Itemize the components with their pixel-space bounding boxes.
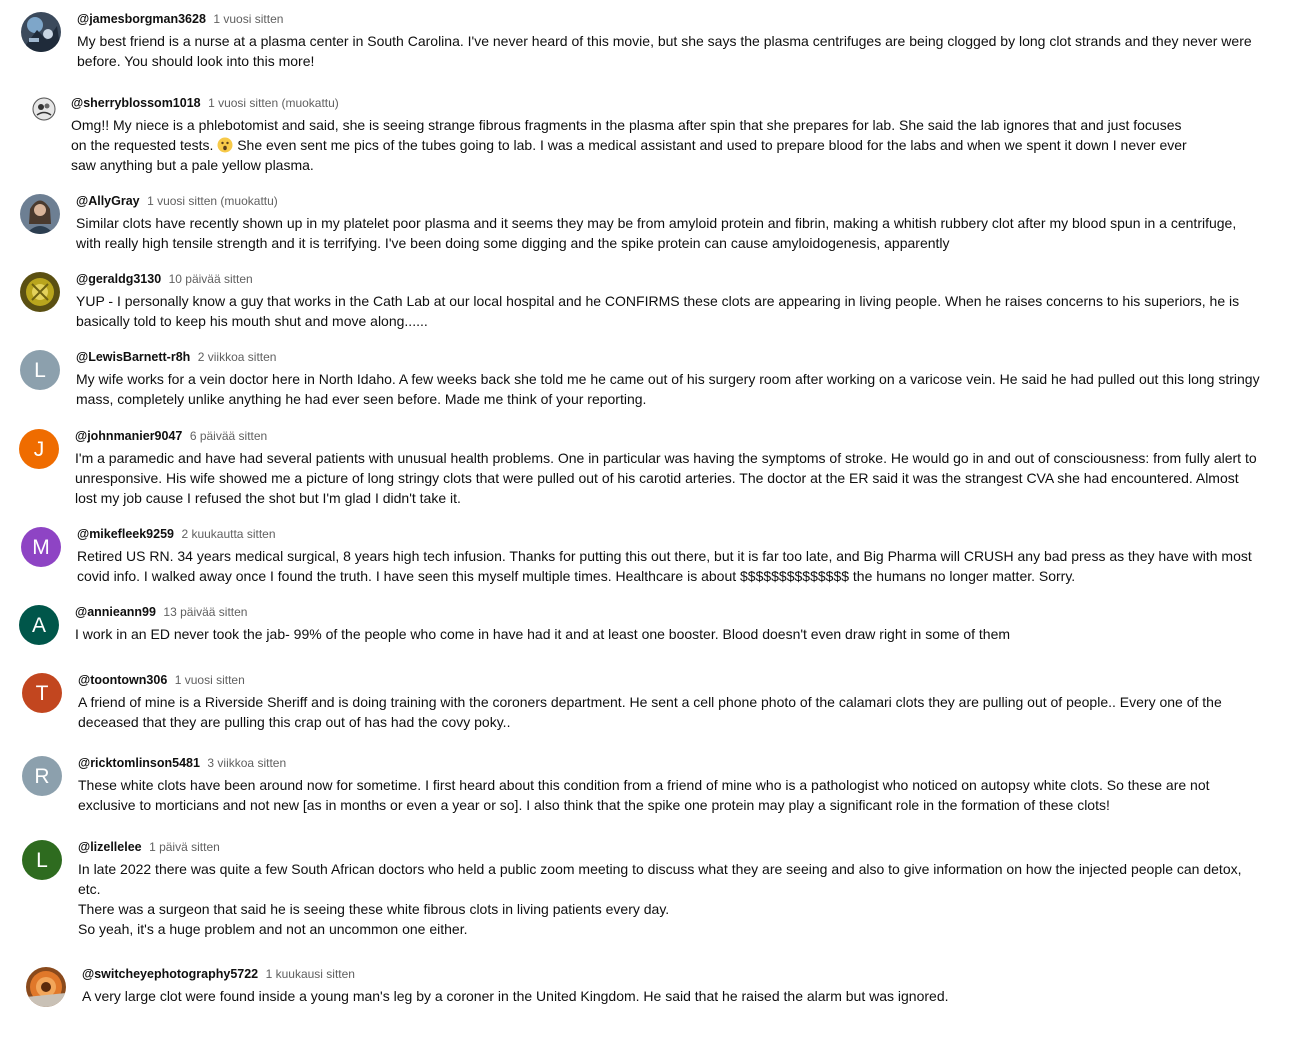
author-handle[interactable]: @toontown306 <box>78 673 168 687</box>
avatar[interactable] <box>22 673 62 713</box>
author-handle[interactable]: @annieann99 <box>75 605 156 619</box>
comment-paragraph: These white clots have been around now for sometime. I first heard about this condition from a friend of mine who is a pathologist who noticed on autopsy white clots. So these are not exclusive to morticians and not new [as in months or even a year or so]. I also think that the spike one protein may play a significant role in the formation of these clots! <box>78 777 1210 813</box>
comment-paragraph: YUP - I personally know a guy that works in the Cath Lab at our local hospital and he CONFIRMS these clots are appearing in living people. When he raises concerns to his superiors, he is basically told to keep his mouth shut and move along...... <box>76 293 1240 329</box>
author-handle[interactable]: @jamesborgman3628 <box>77 12 206 26</box>
avatar-letter: R <box>34 764 50 788</box>
comment-meta <box>76 192 1260 210</box>
profile-photo-icon <box>26 967 66 1007</box>
author-handle[interactable]: @AllyGray <box>76 194 140 208</box>
avatar[interactable] <box>20 194 60 234</box>
avatar[interactable] <box>32 97 56 121</box>
comment-timestamp[interactable]: 3 viikkoa sitten <box>207 756 287 770</box>
comment-paragraph <box>71 115 1200 175</box>
comment-timestamp[interactable]: 2 kuukautta sitten <box>181 527 276 541</box>
comment-timestamp[interactable]: 10 päivää sitten <box>168 272 253 286</box>
comment-text <box>76 291 1260 331</box>
comment-meta <box>71 94 1200 112</box>
comment-paragraph: My wife works for a vein doctor here in North Idaho. A few weeks back she told me he came out of his surgery room after working on a varicose vein. He said he had pulled out this long stringy mass, completely unlike anything he had ever seen before. Made me think of your reporting. <box>76 371 1260 407</box>
comment-timestamp[interactable]: 1 vuosi sitten (muokattu) <box>208 96 339 110</box>
comment-paragraph: I'm a paramedic and have had several patients with unusual health problems. One in particular was having the symptoms of stroke. He would go in and out of consciousness: from fully alert to unresponsive. His wife showed me a picture of long stringy clots that were pulled out of his carotid arteries. The doctor at the ER said it was the strangest CVA she had encountered. Almost lost my job cause I refused the shot but I'm glad I didn't take it. <box>75 450 1257 506</box>
comment-thread <box>0 10 1290 80</box>
comment-text <box>71 115 1200 175</box>
astonished-face-icon <box>217 137 233 153</box>
profile-photo-icon <box>20 194 60 234</box>
comment-body <box>78 754 1260 815</box>
comment-thread <box>0 348 1290 418</box>
comment-text <box>77 546 1260 586</box>
avatar-letter: A <box>31 613 46 637</box>
avatar-letter: L <box>36 848 48 872</box>
comment-body <box>71 94 1200 175</box>
comment-meta <box>77 10 1260 28</box>
comment-thread <box>0 525 1290 595</box>
avatar-letter: J <box>33 437 45 461</box>
comment-thread <box>0 965 1290 1015</box>
comment-thread <box>0 838 1290 948</box>
comment-text <box>75 448 1260 508</box>
comment-meta <box>82 965 1260 983</box>
comment-paragraph: Retired US RN. 34 years medical surgical, 8 years high tech infusion. Thanks for putting this out there, but it is far too late, and Big Pharma will CRUSH any bad press as they have with most covid info. I walked away once I found the truth. I have seen this myself multiple times. Healthcare is about $$$$$$$$$$$$$$ the humans no longer matter. Sorry. <box>77 548 1252 584</box>
comment-meta <box>78 671 1260 689</box>
avatar-letter: L <box>34 358 46 382</box>
comment-paragraph: A very large clot were found inside a young man's leg by a coroner in the United Kingdom. He said that he raised the alarm but was ignored. <box>82 988 949 1004</box>
comment-paragraph: In late 2022 there was quite a few South African doctors who held a public zoom meeting to discuss what they are seeing and also to give information on how the injected people can detox, etc. <box>78 861 1242 897</box>
comment-paragraph: My best friend is a nurse at a plasma center in South Carolina. I've never heard of this movie, but she says the plasma centrifuges are being clogged by long clot strands and they never were before. You should look into this more! <box>77 33 1252 69</box>
avatar[interactable] <box>26 967 66 1007</box>
comment-meta <box>77 525 1260 543</box>
comment-thread <box>0 94 1290 180</box>
avatar[interactable] <box>19 605 59 645</box>
comment-timestamp[interactable]: 1 päivä sitten <box>149 840 220 854</box>
comment-text <box>78 859 1260 939</box>
avatar[interactable] <box>22 840 62 880</box>
avatar-letter: T <box>35 681 49 705</box>
comment-paragraph: I work in an ED never took the jab- 99% of the people who come in have had it and at least one booster. Blood doesn't even draw right in some of them <box>75 626 1011 642</box>
comment-meta <box>75 603 1260 621</box>
author-handle[interactable]: @johnmanier9047 <box>75 429 183 443</box>
profile-photo-icon <box>21 12 61 52</box>
comment-text-part: She even sent me pics of the tubes going to lab. I was a medical assistant and used to prepare blood for the labs and when we spent it down I never ever saw anything but a pale yellow plasma. <box>71 137 1187 173</box>
comment-body <box>78 838 1260 939</box>
comment-meta <box>78 754 1260 772</box>
comment-body <box>75 603 1260 644</box>
comment-thread <box>0 754 1290 824</box>
avatar[interactable] <box>20 350 60 390</box>
avatar[interactable] <box>21 527 61 567</box>
comment-body <box>76 348 1260 409</box>
profile-photo-icon <box>20 272 60 312</box>
comment-timestamp[interactable]: 13 päivää sitten <box>163 605 248 619</box>
comment-timestamp[interactable]: 1 kuukausi sitten <box>265 967 355 981</box>
avatar[interactable] <box>20 272 60 312</box>
comment-text <box>76 213 1260 253</box>
comment-timestamp[interactable]: 1 vuosi sitten (muokattu) <box>147 194 278 208</box>
author-handle[interactable]: @LewisBarnett-r8h <box>76 350 191 364</box>
comment-meta <box>76 348 1260 366</box>
avatar[interactable] <box>22 756 62 796</box>
author-handle[interactable]: @switcheyephotography5722 <box>82 967 259 981</box>
avatar-letter: M <box>32 535 50 559</box>
comment-timestamp[interactable]: 1 vuosi sitten <box>213 12 284 26</box>
comment-paragraph: So yeah, it's a huge problem and not an uncommon one either. <box>78 921 468 937</box>
comment-thread <box>0 192 1290 262</box>
comment-meta <box>78 838 1260 856</box>
avatar[interactable] <box>21 12 61 52</box>
comment-body <box>82 965 1260 1006</box>
comment-paragraph: Similar clots have recently shown up in my platelet poor plasma and it seems they may be from amyloid protein and fibrin, making a whitish rubbery clot after my blood spun in a centrifuge, with really high tensile strength and it is terrifying. I've been doing some digging and the spike protein can cause amyloidogenesis, apparently <box>76 215 1237 251</box>
comment-body <box>77 10 1260 71</box>
comment-thread <box>0 427 1290 517</box>
comment-text <box>82 986 1260 1006</box>
comment-body <box>77 525 1260 586</box>
profile-photo-icon <box>32 97 56 121</box>
comment-text <box>76 369 1260 409</box>
comment-meta <box>75 427 1260 445</box>
comment-text-part: Omg!! My niece is a phlebotomist and said, she is seeing strange fibrous fragments in the plasma after spin that she prepares for lab. She said the lab ignores that and just focuses on the requested tests. <box>71 117 1182 153</box>
comment-paragraph: A friend of mine is a Riverside Sheriff and is doing training with the coroners department. He sent a cell phone photo of the calamari clots they are pulling out of people.. Every one of the deceased that they are pulling this crap out of has had the covy poky.. <box>78 694 1222 730</box>
comment-text <box>75 624 1260 644</box>
author-handle[interactable]: @sherryblossom1018 <box>71 96 201 110</box>
comment-text <box>77 31 1260 71</box>
comment-timestamp[interactable]: 1 vuosi sitten <box>174 673 245 687</box>
author-handle[interactable]: @ricktomlinson5481 <box>78 756 200 770</box>
author-handle[interactable]: @mikefleek9259 <box>77 527 174 541</box>
author-handle[interactable]: @geraldg3130 <box>76 272 162 286</box>
comment-timestamp[interactable]: 6 päivää sitten <box>189 429 268 443</box>
comment-body <box>75 427 1260 508</box>
comment-text <box>78 775 1260 815</box>
comment-paragraph: There was a surgeon that said he is seeing these white fibrous clots in living patients every day. <box>78 901 670 917</box>
comment-body <box>78 671 1260 732</box>
comment-text <box>78 692 1260 732</box>
comment-body <box>76 270 1260 331</box>
author-handle[interactable]: @lizellelee <box>78 840 142 854</box>
comment-thread <box>0 270 1290 340</box>
comment-meta <box>76 270 1260 288</box>
avatar[interactable] <box>19 429 59 469</box>
comment-thread <box>0 603 1290 663</box>
comment-timestamp[interactable]: 2 viikkoa sitten <box>197 350 277 364</box>
comment-thread <box>0 671 1290 741</box>
comment-body <box>76 192 1260 253</box>
